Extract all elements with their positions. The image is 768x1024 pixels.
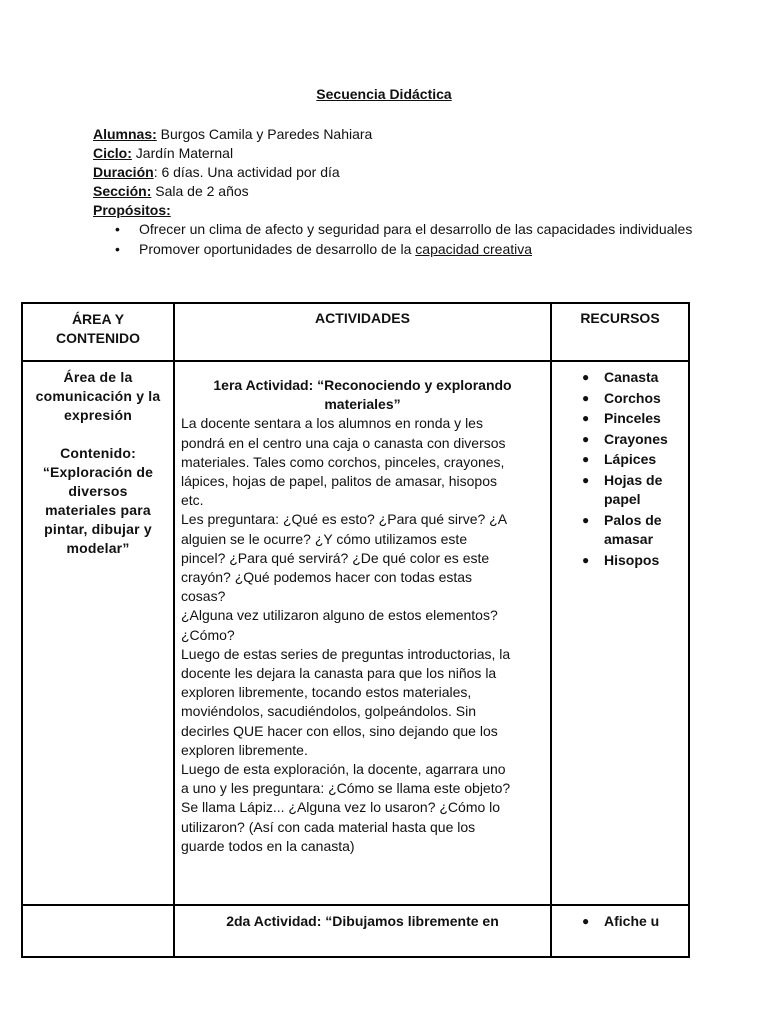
- resource-item: [556, 912, 684, 932]
- purpose-text: Ofrecer un clima de afecto y seguridad para el desarrollo de las capacidades individuales: [139, 221, 693, 237]
- activity-line: pincel? ¿Para qué servirá? ¿De qué color es este: [181, 549, 490, 566]
- bullet-icon: •: [115, 241, 120, 257]
- activity-line: crayón? ¿Qué podemos hacer con todas estas: [181, 569, 473, 586]
- purposes-line: [93, 201, 713, 220]
- purposes-list: [93, 220, 713, 259]
- section-value: Sala de 2 años: [151, 183, 249, 199]
- bullet-icon: ●: [582, 914, 590, 928]
- bullet-icon: ●: [582, 512, 590, 527]
- duration-label: Duración: [93, 164, 154, 180]
- bullet-icon: ●: [582, 390, 590, 405]
- activity-line: utilizaron? (Así con cada material hasta que los: [181, 818, 476, 835]
- activity-line: Luego de esta exploración, la docente, agarrara uno: [181, 761, 506, 778]
- area-content-cell: [22, 361, 174, 905]
- activity-line: pondrá en el centro una caja o canasta con diversos: [181, 434, 506, 451]
- header-area: [22, 303, 174, 361]
- resource-item: [556, 511, 684, 550]
- bullet-icon: •: [115, 221, 120, 237]
- activity-line: guarde todos en la canasta): [181, 837, 355, 854]
- bullet-icon: ●: [582, 431, 590, 446]
- resource-label: Lápices: [604, 451, 657, 467]
- resource-label: Hojas de papel: [604, 471, 663, 507]
- header-resources: RECURSOS: [551, 303, 689, 361]
- activity-line: Les preguntara: ¿Qué es esto? ¿Para qué sirve? ¿A: [181, 511, 508, 528]
- activity-line: decirles QUE hacer con ellos, sino dejando que los: [181, 722, 498, 739]
- bullet-icon: ●: [582, 370, 590, 384]
- resource-item: [556, 450, 684, 470]
- cycle-label: Ciclo:: [93, 145, 132, 161]
- activity-line: docente les dejara la canasta para que los niños la: [181, 665, 497, 682]
- students-line: [93, 125, 713, 144]
- table-row: [22, 361, 689, 905]
- duration-value: : 6 días. Una actividad por día: [153, 164, 340, 180]
- resource-item: [556, 368, 684, 388]
- activity-line: cosas?: [181, 588, 226, 605]
- activity-line: Luego de estas series de preguntas introductorias, la: [181, 645, 511, 662]
- area-line: Área de la: [63, 369, 133, 385]
- header-activities: ACTIVIDADES: [174, 303, 551, 361]
- resource-label: Corchos: [604, 389, 661, 406]
- activity-line: a uno y les preguntara: ¿Cómo se llama este objeto?: [181, 780, 511, 797]
- resource-label: Hisopos: [604, 551, 660, 568]
- students-value: Burgos Camila y Paredes Nahiara: [156, 126, 373, 142]
- spacer: [29, 425, 167, 444]
- activity-title-line: materiales”: [324, 396, 401, 413]
- resource-label: Afiche u: [604, 913, 660, 929]
- purpose-text: Promover oportunidades de desarrollo de la: [139, 241, 416, 257]
- students-label: Alumnas:: [93, 126, 157, 142]
- resource-item: [556, 430, 684, 450]
- purpose-item: [93, 240, 713, 259]
- cycle-line: [93, 144, 713, 163]
- content-line: “Exploración de: [42, 464, 154, 480]
- activity-title-line: 2da Actividad: “Dibujamos libremente en: [226, 913, 499, 929]
- activity-cell: [174, 361, 551, 905]
- resource-item: [556, 389, 684, 409]
- purposes-label: Propósitos:: [93, 202, 171, 218]
- area-line: comunicación y la: [35, 388, 161, 404]
- purpose-underlined-text: capacidad creativa: [415, 241, 533, 257]
- page-title: Secuencia Didáctica: [316, 86, 452, 102]
- activity-line: alguien se le ocurre? ¿Y cómo utilizamos este: [181, 530, 468, 547]
- resource-label: Crayones: [604, 430, 668, 447]
- area-line: expresión: [64, 407, 132, 423]
- bullet-icon: ●: [582, 472, 590, 487]
- resources-list: [556, 912, 684, 932]
- activity-line: La docente sentara a los alumnos en ronda y les: [181, 415, 483, 432]
- content-line: materiales para: [45, 502, 151, 518]
- area-content-cell: [22, 905, 174, 957]
- resources-cell: [551, 905, 689, 957]
- document-metadata: [93, 125, 713, 260]
- activity-line: ¿Alguna vez utilizaron alguno de estos elementos?: [181, 607, 498, 624]
- cycle-value: Jardín Maternal: [131, 145, 234, 161]
- content-line: modelar”: [66, 540, 130, 556]
- content-line: pintar, dibujar y: [44, 521, 152, 537]
- activity-line: etc.: [181, 492, 204, 509]
- resources-list: [556, 368, 684, 570]
- resource-item: [556, 551, 684, 571]
- sequence-table: [21, 302, 690, 958]
- content-line: diversos: [68, 483, 128, 499]
- resource-item: [556, 409, 684, 429]
- activity-line: exploren libremente, tocando estos materiales,: [181, 684, 472, 701]
- bullet-icon: ●: [582, 452, 590, 466]
- resource-label: Canasta: [604, 369, 659, 385]
- activity-line: materiales. Tales como corchos, pinceles, crayones,: [181, 453, 505, 470]
- resources-cell: [551, 361, 689, 905]
- activity-line: exploren libremente.: [181, 741, 308, 758]
- bullet-icon: ●: [582, 552, 590, 567]
- bullet-icon: ●: [582, 411, 590, 425]
- table-row: [22, 905, 689, 957]
- activity-title-line: 1era Actividad: “Reconociendo y explorando: [213, 377, 512, 393]
- header-area-line: CONTENIDO: [56, 330, 140, 346]
- duration-line: [93, 163, 713, 182]
- activity-cell: [174, 905, 551, 957]
- table-header-row: [22, 303, 689, 361]
- resource-label: Palos de amasar: [604, 511, 662, 547]
- header-area-line: ÁREA Y: [71, 311, 125, 327]
- activity-line: Se llama Lápiz... ¿Alguna vez lo usaron? ¿Cómo lo: [181, 799, 501, 816]
- purpose-item: [93, 220, 713, 239]
- content-line: Contenido:: [60, 445, 136, 461]
- activity-line: moviéndolos, sacudiéndolos, golpeándolos. Sin: [181, 703, 476, 720]
- activity-line: ¿Cómo?: [181, 626, 235, 643]
- activity-line: lápices, hojas de papel, palitos de amasar, hisopos: [181, 473, 497, 490]
- section-line: [93, 182, 713, 201]
- resource-label: Pinceles: [604, 410, 661, 426]
- resource-item: [556, 471, 684, 510]
- section-label: Sección:: [93, 183, 152, 199]
